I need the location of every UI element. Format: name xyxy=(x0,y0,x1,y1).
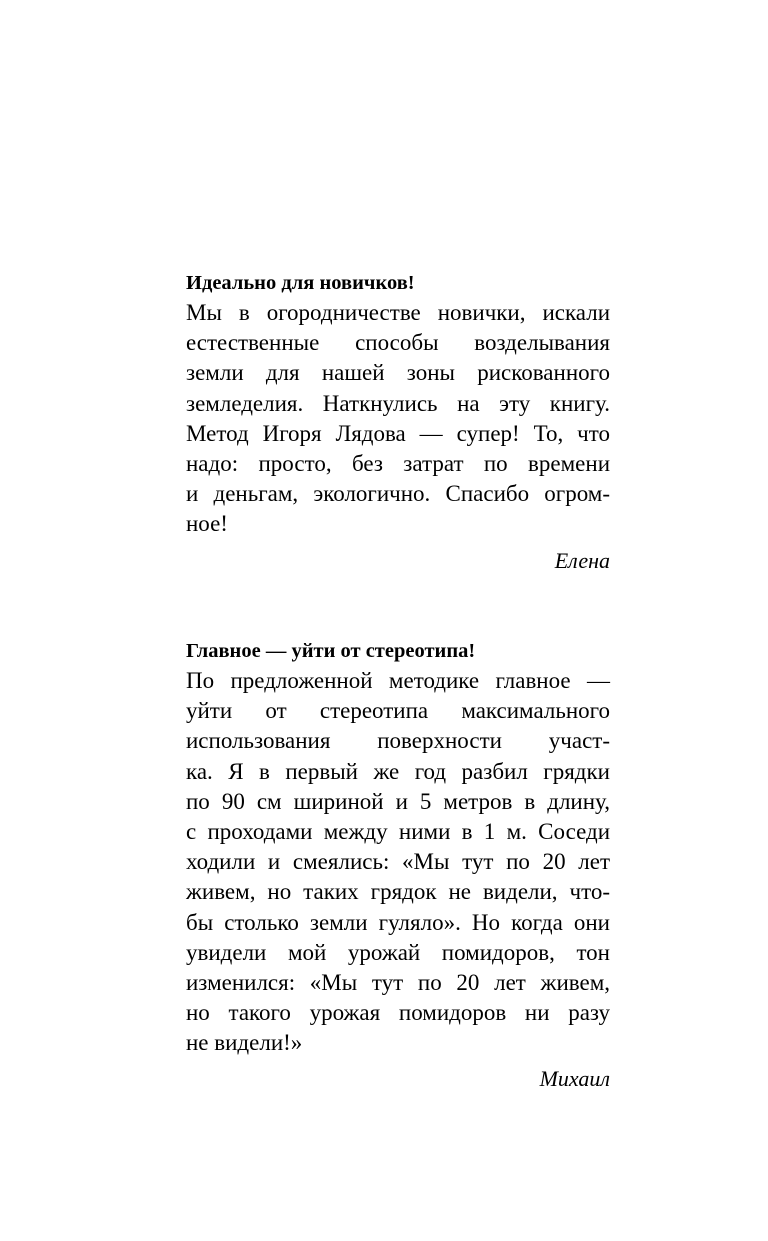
text-line: и деньгам, экологично. Спасибо огром- xyxy=(186,481,610,507)
review-body xyxy=(186,666,610,1058)
review-author: Михаил xyxy=(539,1066,610,1092)
text-line: ное! xyxy=(186,511,228,537)
review-title: Идеально для новичков! xyxy=(186,272,415,294)
text-line: живем, но таких грядок не видели, что- xyxy=(186,879,610,905)
text-line: Метод Игоря Лядова — супер! То, что xyxy=(186,420,610,446)
text-line: использования поверхности участ- xyxy=(186,728,610,754)
text-line: но такого урожая помидоров ни разу xyxy=(186,1000,610,1026)
text-line: Мы в огородничестве новички, искали xyxy=(186,300,610,325)
review-title: Главное — уйти от стереотипа! xyxy=(186,640,476,662)
review-elena xyxy=(186,268,610,576)
text-line: естественные способы возделывания xyxy=(186,330,610,356)
text-line: не видели!» xyxy=(186,1030,303,1056)
review-body xyxy=(186,298,610,540)
text-line: земли для нашей зоны рискованного xyxy=(186,360,610,386)
text-line: надо: просто, без затрат по времени xyxy=(186,450,610,476)
text-line: с проходами между ними в 1 м. Соседи xyxy=(186,818,610,844)
text-line: земледелия. Наткнулись на эту книгу. xyxy=(186,390,610,416)
text-line: уйти от стереотипа максимального xyxy=(186,698,610,724)
text-line: По предложенной методике главное — xyxy=(186,668,610,693)
review-mikhail xyxy=(186,636,610,1094)
text-line: по 90 см шириной и 5 метров в длину, xyxy=(186,788,610,814)
text-line: ка. Я в первый же год разбил грядки xyxy=(186,758,610,784)
text-line: увидели мой урожай помидоров, тон xyxy=(186,939,610,965)
text-line: бы столько земли гуляло». Но когда они xyxy=(186,909,610,935)
review-author: Елена xyxy=(554,547,610,573)
text-line: изменился: «Мы тут по 20 лет живем, xyxy=(186,969,610,995)
text-line: ходили и смеялись: «Мы тут по 20 лет xyxy=(186,849,610,875)
